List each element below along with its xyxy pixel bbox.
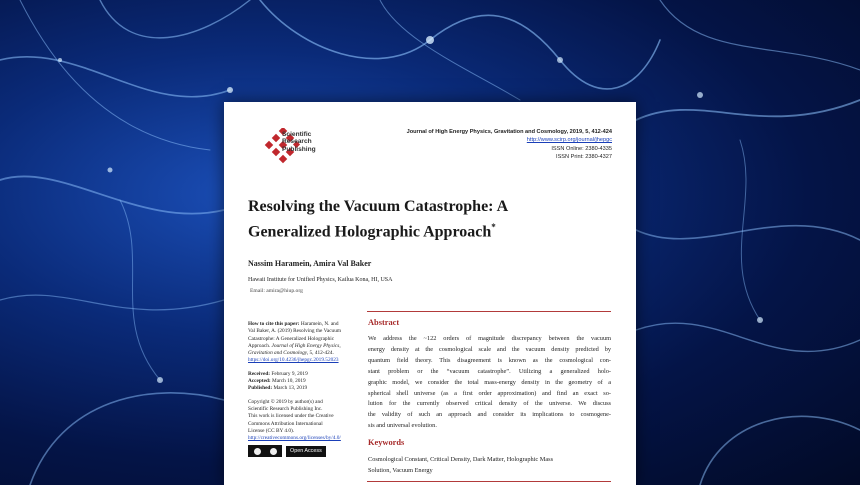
license-block: Copyright © 2019 by author(s) and Scientific Research Publishing Inc. This work is licensed under the Creative Commons Attribution International License (CC BY 4.0). http://creativecommons.org/licenses/by/4.0/ Open Access [248, 399, 355, 458]
issn-online: ISSN Online: 2380-4335 [551, 145, 612, 152]
section-divider [367, 481, 611, 482]
journal-url-link[interactable]: http://www.scirp.org/journal/jhepgc [526, 137, 612, 144]
abstract-heading: Abstract [368, 318, 400, 327]
open-access-badge: Open Access [286, 446, 326, 457]
citation-block: How to cite this paper: Haramein, N. and Val Baker, A. (2019) Resolving the Vacuum Catastrophe: A Generalized Holographic Approach. Journal of High Energy Physics, Gravitation and Cosmology, 5, 412-424. https://doi.org/10.4236/jhepgc.2019.52023 [248, 321, 355, 365]
journal-header [407, 128, 612, 162]
paper-page [224, 102, 636, 485]
keywords-text: Cosmological Constant, Critical Density, Dark Matter, Holographic Mass Solution, Vacuum Energy [368, 456, 554, 474]
keywords-heading: Keywords [368, 438, 405, 447]
dates-block: Received: February 9, 2019 Accepted: March 10, 2019 Published: March 13, 2019 [248, 370, 308, 392]
affiliation: Hawaii Institute for Unified Physics, Kailua Kona, HI, USA [248, 277, 393, 283]
paper-authors: Nassim Haramein, Amira Val Baker [248, 259, 372, 268]
license-link[interactable]: http://creativecommons.org/licenses/by/4.0/ [248, 435, 341, 442]
section-divider [367, 311, 611, 312]
title-footnote-mark: * [491, 222, 496, 232]
contact-email: Email: amira@hiup.org [250, 288, 303, 294]
issn-print: ISSN Print: 2380-4327 [556, 154, 612, 161]
abstract-text: We address the ~122 orders of magnitude discrepancy between the vacuum energy density at the cosmological scale and the vacuum density predicted by quantum field theory. This disagreement is known as the cosmological con- stant problem or the “vacuum catastrophe”. Utilizing a generalized holo- graphic model, we consider the total mass-energy density in the geometry of a spherical shell universe (as a first order approximation) and find an exact so- lution for the currently observed critical density of the universe. We discuss the validity of such an approach and consider its implications to cosmogene- sis and universal evolution. [368, 335, 611, 430]
publisher-name: Scientific Research Publishing [282, 131, 316, 153]
journal-title: Journal of High Energy Physics, Gravitation and Cosmology, 2019, 5, 412-424 [406, 129, 612, 135]
creative-commons-by-icon [248, 445, 282, 457]
paper-title: Resolving the Vacuum Catastrophe: A Generalized Holographic Approach* [248, 198, 509, 241]
doi-link[interactable]: https://doi.org/10.4236/jhepgc.2019.52023 [248, 357, 339, 364]
side-info-column [248, 321, 355, 463]
